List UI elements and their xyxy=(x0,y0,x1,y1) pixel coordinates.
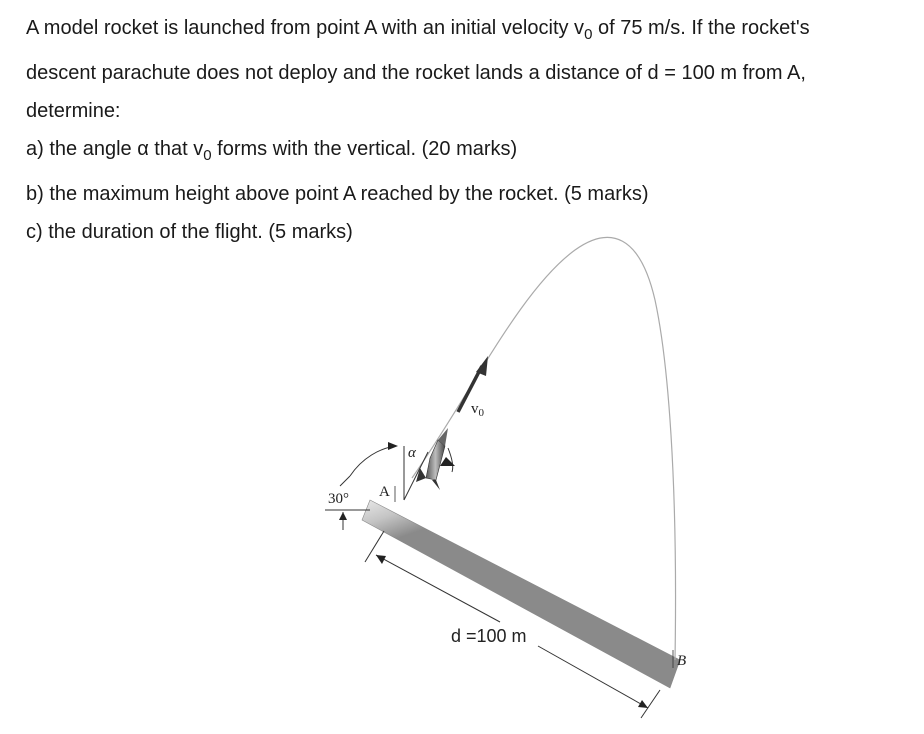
intro-line-1-text: A model rocket is launched from point A with an initial velocity v xyxy=(26,17,585,39)
slope-angle-arrowhead xyxy=(388,442,398,450)
alpha-arc-arrowhead xyxy=(440,457,455,466)
part-a-text-end: forms with the vertical. (20 marks) xyxy=(211,138,518,160)
intro-line-3: determine: xyxy=(26,100,121,122)
distance-label: d =100 m xyxy=(451,626,527,646)
part-a-v0-subscript: 0 xyxy=(203,147,212,164)
point-b-label: B xyxy=(677,653,687,669)
rocket xyxy=(416,428,448,490)
slope-angle-arc xyxy=(350,446,396,476)
part-c: c) the duration of the flight. (5 marks) xyxy=(26,221,353,243)
part-b: b) the maximum height above point A reached by the rocket. (5 marks) xyxy=(26,183,649,205)
intro-line-1-text-end: of 75 m/s. If the rocket's xyxy=(592,17,810,39)
v0-subscript: 0 xyxy=(584,26,593,43)
alpha-label: α xyxy=(408,445,416,461)
slope-angle-tick xyxy=(340,476,350,486)
intro-line-2: descent parachute does not deploy and the rocket lands a distance of d = 100 m from A, xyxy=(26,62,806,84)
velocity-label: $v_0$ xyxy=(471,401,484,419)
part-a-text: a) the angle α that v xyxy=(26,138,204,160)
horizontal-reference-arrowhead xyxy=(339,512,347,520)
slope-angle-label: 30° xyxy=(328,491,349,507)
distance-arrowhead-end xyxy=(638,700,648,708)
inclined-slope xyxy=(362,500,680,688)
point-a-label: A xyxy=(379,484,390,500)
